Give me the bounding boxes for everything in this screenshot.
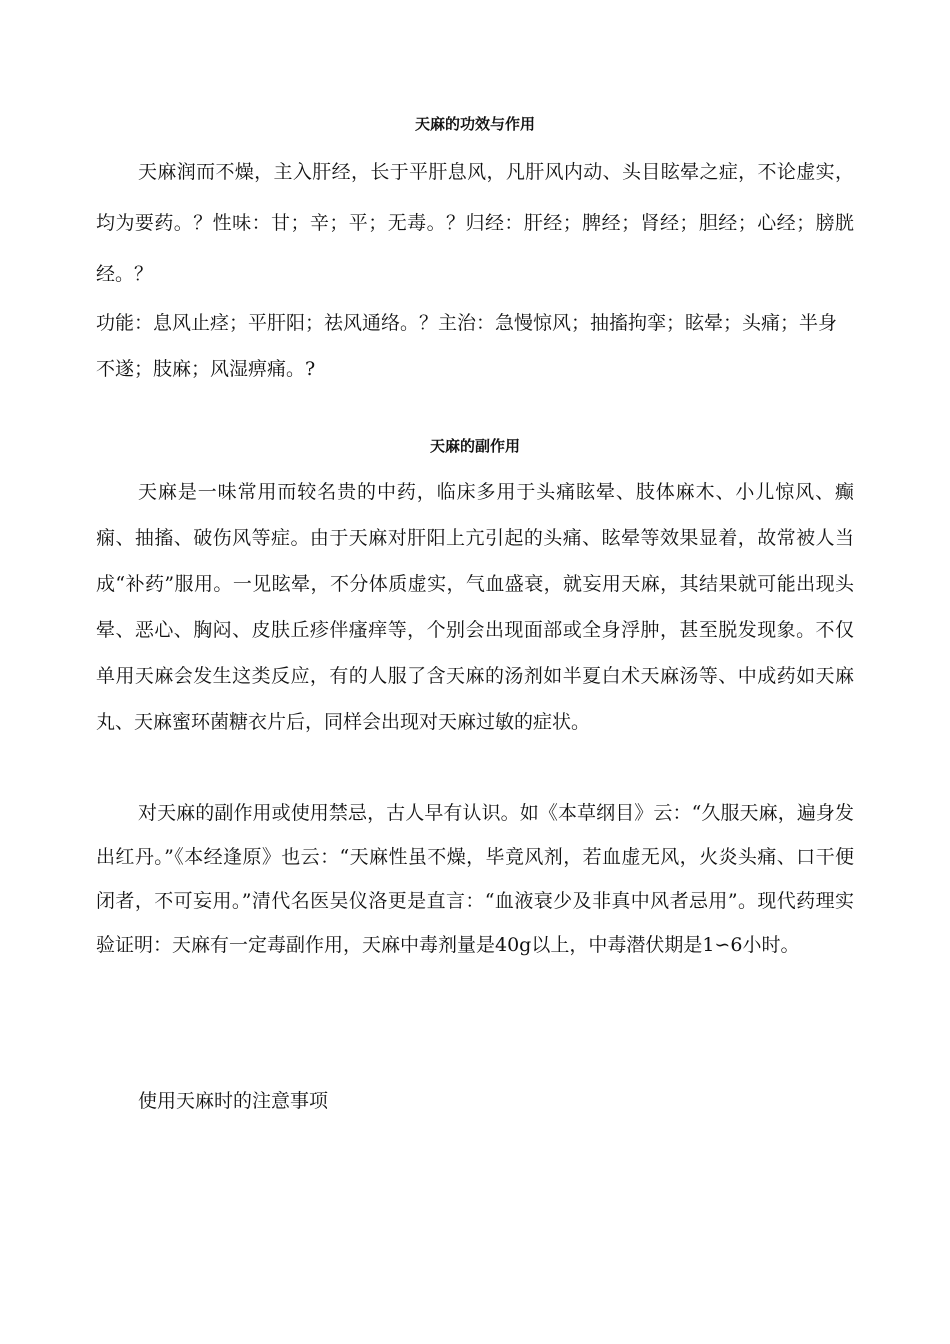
- efficacy-body: [96, 147, 854, 392]
- contraindications-paragraph: 对天麻的副作用或使用禁忌，古人早有认识。如《本草纲目》云：“久服天麻，遍身发出红丹。”《本经逢原》也云：“天麻性虽不燥，毕竟风剂，若血虚无风，火炎头痛、口干便闭者，不可妄用。”清代名医吴仪洛更是直言：“血液衰少及非真中风者忌用”。现代药理实验证明：天麻有一定毒副作用，天麻中毒剂量是40g以上，中毒潜伏期是1∽6小时。: [96, 802, 854, 956]
- section-title-side-effects: 天麻的副作用: [429, 437, 520, 455]
- section-title-efficacy: 天麻的功效与作用: [414, 115, 535, 133]
- side-effects-body: [96, 469, 854, 745]
- precautions-heading: 使用天麻时的注意事项: [138, 1090, 329, 1112]
- side-effects-paragraph: 天麻是一味常用而较名贵的中药，临床多用于头痛眩晕、肢体麻木、小儿惊风、癫痫、抽搐、破伤风等症。由于天麻对肝阳上亢引起的头痛、眩晕等效果显着，故常被人当成“补药”服用。一见眩晕，不分体质虚实，气血盛衰，就妄用天麻，其结果就可能出现头晕、恶心、胸闷、皮肤丘疹伴瘙痒等，个别会出现面部或全身浮肿，甚至脱发现象。不仅单用天麻会发生这类反应，有的人服了含天麻的汤剂如半夏白术天麻汤等、中成药如天麻丸、天麻蜜环菌糖衣片后，同样会出现对天麻过敏的症状。: [96, 481, 854, 733]
- efficacy-paragraph: 天麻润而不燥，主入肝经，长于平肝息风，凡肝风内动、头目眩晕之症，不论虚实，均为要药。？性味：甘；辛；平；无毒。？归经：肝经；脾经；肾经；胆经；心经；膀胱经。？: [96, 161, 854, 285]
- function-paragraph: 功能：息风止痉；平肝阳；祛风通络。？主治：急慢惊风；抽搐拘挛；眩晕；头痛；半身不遂；肢麻；风湿痹痛。?: [96, 312, 838, 380]
- contraindications-body: [96, 791, 854, 967]
- precautions-body: [96, 1078, 854, 1124]
